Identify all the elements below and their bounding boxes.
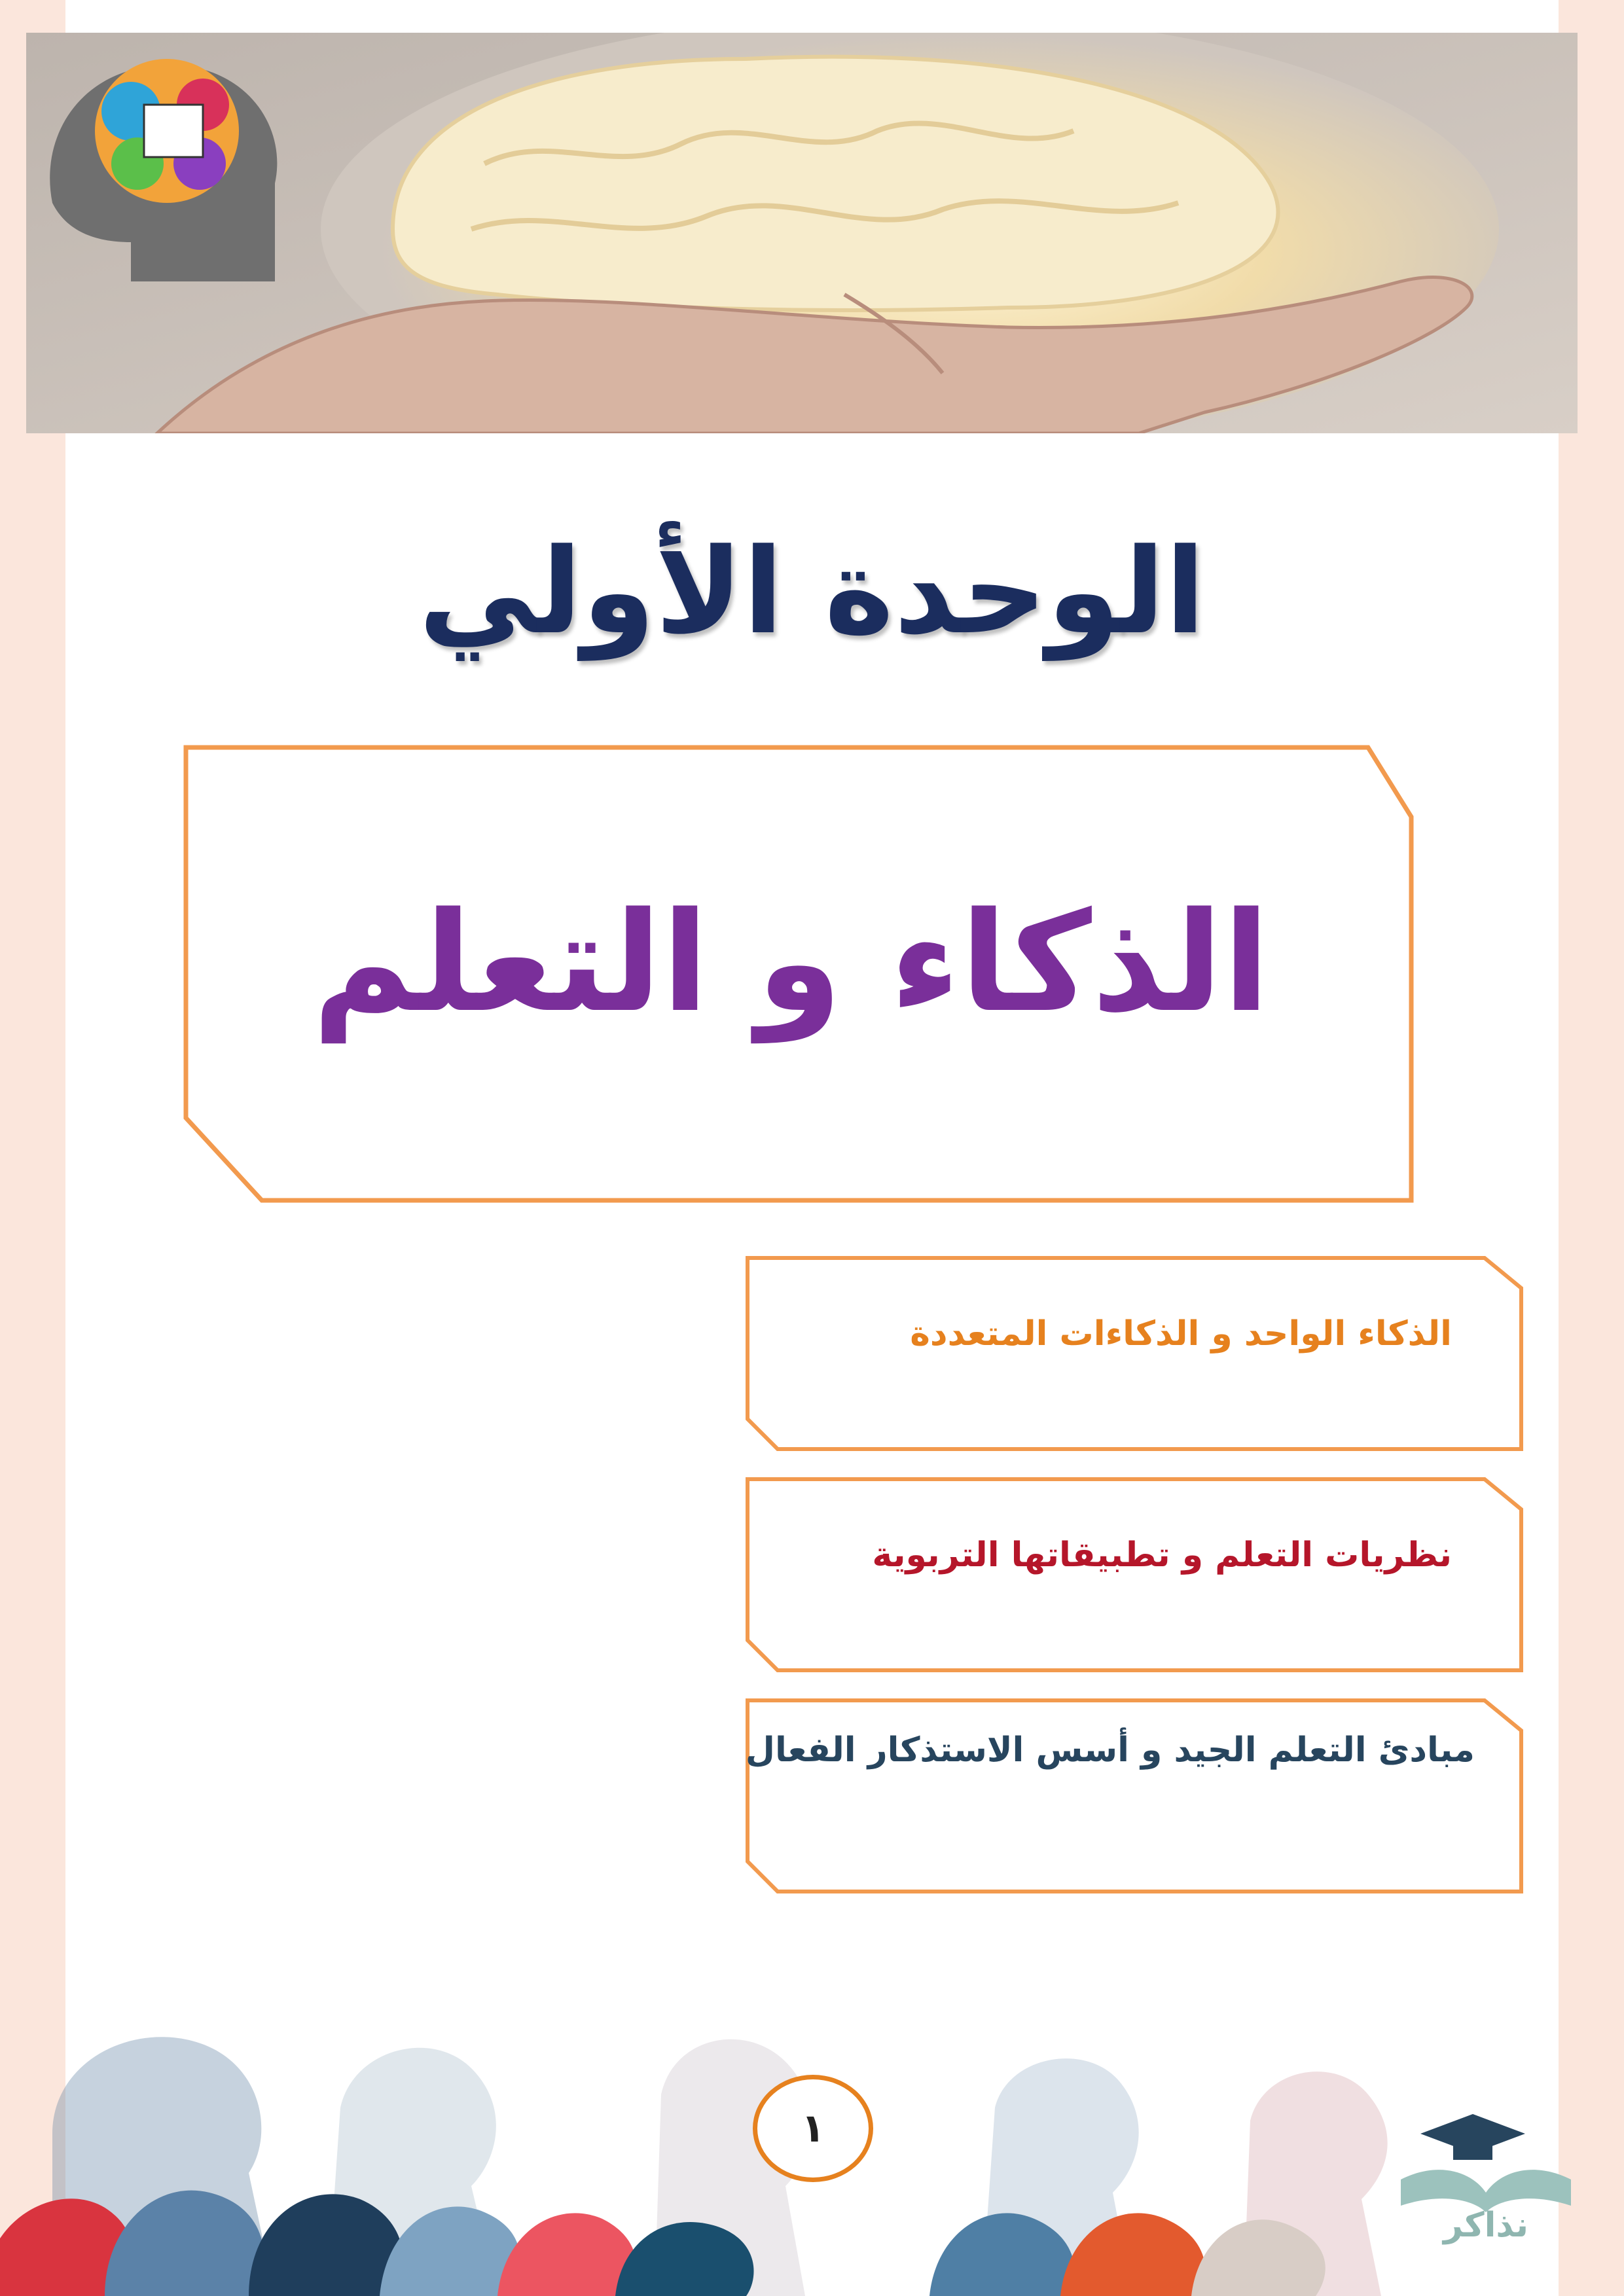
- topic-label: مبادئ التعلم الجيد و أسس الاستذكار الفعال: [745, 1731, 1475, 1770]
- page-number: ١: [753, 2075, 873, 2182]
- topic-label: الذكاء الواحد و الذكاءات المتعددة: [910, 1314, 1452, 1354]
- chapter-title: الذكاء و التعلم: [312, 882, 1270, 1043]
- topic-label: نظريات التعلم و تطبيقاتها التربوية: [872, 1535, 1452, 1575]
- unit-title: الوحدة الأولي: [418, 524, 1206, 660]
- topic-box-learning-theories: [745, 1477, 1524, 1673]
- topic-box-multiple-intelligences: [745, 1255, 1524, 1452]
- brain-hand-banner: [26, 33, 1578, 433]
- chapter-frame: [183, 745, 1414, 1203]
- logo-text: نذاكر: [1443, 2206, 1528, 2245]
- nzakr-logo: [1375, 2108, 1597, 2251]
- topic-box-learning-principles: [745, 1698, 1524, 1894]
